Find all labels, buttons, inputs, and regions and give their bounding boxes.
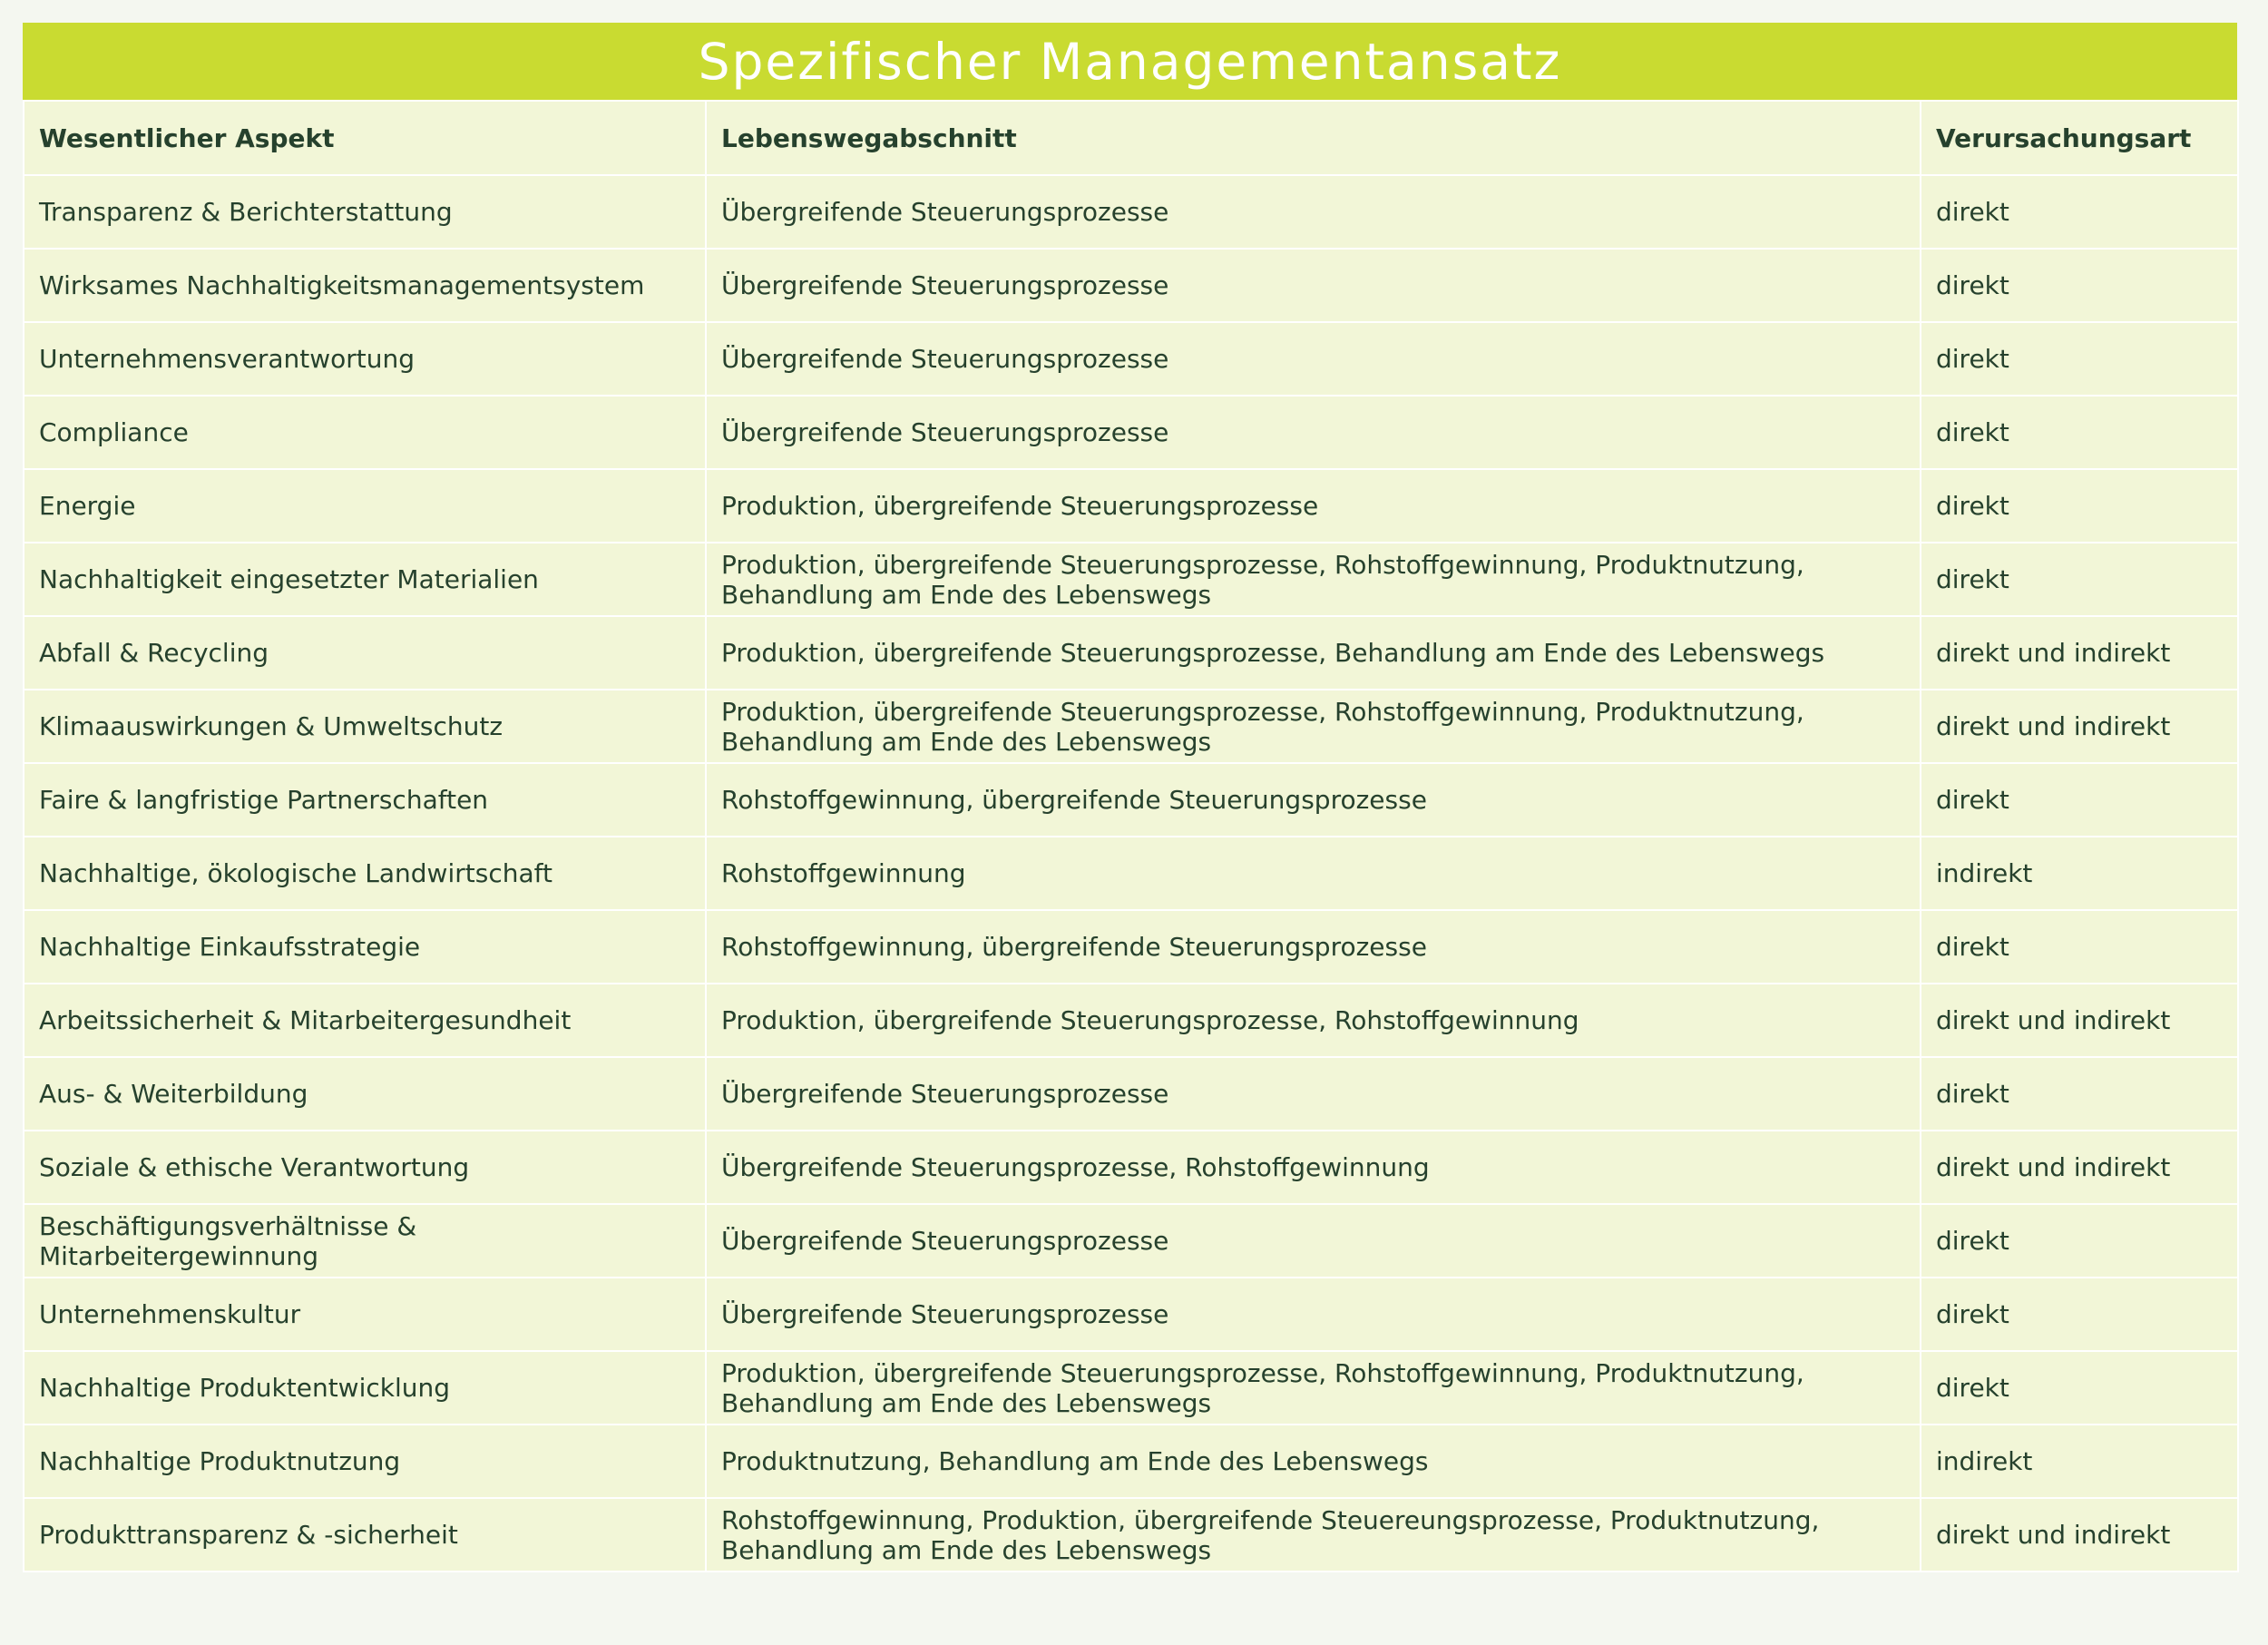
lifecycle-stage-cell: Übergreifende Steuerungsprozesse [706,1278,1921,1351]
cause-type-cell: direkt [1921,1351,2238,1425]
lifecycle-stage-cell: Übergreifende Steuerungsprozesse [706,1204,1921,1278]
table-row [24,249,2238,322]
table-title: Spezifischer Managementansatz [698,32,1562,91]
table-row [24,1351,2238,1425]
lifecycle-stage-cell: Produktnutzung, Behandlung am Ende des Lebenswegs [706,1425,1921,1498]
cause-type-cell: direkt [1921,396,2238,469]
cause-type-cell: direkt [1921,1057,2238,1131]
table-row [24,469,2238,543]
aspect-cell: Arbeitssicherheit & Mitarbeitergesundheit [24,984,706,1057]
aspect-cell: Produkttransparenz & -sicherheit [24,1498,706,1572]
cause-type-cell: direkt und indirekt [1921,616,2238,690]
aspect-cell: Wirksames Nachhaltigkeitsmanagementsystem [24,249,706,322]
aspect-cell: Energie [24,469,706,543]
table-row [24,984,2238,1057]
cause-type-cell: direkt [1921,1204,2238,1278]
header-row [24,101,2238,175]
lifecycle-stage-cell: Rohstoffgewinnung, übergreifende Steuerungsprozesse [706,910,1921,984]
lifecycle-stage-cell: Produktion, übergreifende Steuerungsprozesse, Rohstoffgewinnung [706,984,1921,1057]
lifecycle-stage-cell: Übergreifende Steuerungsprozesse [706,1057,1921,1131]
title-bar [23,23,2237,100]
table-row [24,690,2238,763]
aspect-cell: Unternehmenskultur [24,1278,706,1351]
table-row [24,910,2238,984]
aspect-cell: Beschäftigungsverhältnisse & Mitarbeitergewinnung [24,1204,706,1278]
cause-type-cell: direkt [1921,910,2238,984]
aspect-cell: Abfall & Recycling [24,616,706,690]
cause-type-cell: indirekt [1921,837,2238,910]
table-row [24,1498,2238,1572]
lifecycle-stage-cell: Übergreifende Steuerungsprozesse, Rohstoffgewinnung [706,1131,1921,1204]
cause-type-cell: direkt und indirekt [1921,1498,2238,1572]
lifecycle-stage-cell: Übergreifende Steuerungsprozesse [706,249,1921,322]
cause-type-cell: direkt und indirekt [1921,1131,2238,1204]
table-row [24,1425,2238,1498]
aspect-cell: Compliance [24,396,706,469]
cause-type-cell: direkt [1921,1278,2238,1351]
lifecycle-stage-cell: Produktion, übergreifende Steuerungsprozesse [706,469,1921,543]
lifecycle-stage-cell: Rohstoffgewinnung, übergreifende Steuerungsprozesse [706,763,1921,837]
lifecycle-stage-cell: Übergreifende Steuerungsprozesse [706,175,1921,249]
cause-type-cell: direkt [1921,543,2238,616]
lifecycle-stage-cell: Produktion, übergreifende Steuerungsprozesse, Rohstoffgewinnung, Produktnutzung, Behandlung am Ende des Lebenswegs [706,543,1921,616]
cause-type-cell: direkt und indirekt [1921,690,2238,763]
cause-type-cell: direkt [1921,763,2238,837]
table-row [24,175,2238,249]
lifecycle-stage-cell: Rohstoffgewinnung, Produktion, übergreifende Steuereungsprozesse, Produktnutzung, Behandlung am Ende des Lebenswegs [706,1498,1921,1572]
table-row [24,1204,2238,1278]
aspect-cell: Nachhaltige Produktentwicklung [24,1351,706,1425]
header-aspect: Wesentlicher Aspekt [24,101,706,175]
header-cause-type: Verursachungsart [1921,101,2238,175]
aspect-cell: Faire & langfristige Partnerschaften [24,763,706,837]
table-row [24,837,2238,910]
table-row [24,543,2238,616]
cause-type-cell: direkt [1921,322,2238,396]
table-row [24,616,2238,690]
aspect-cell: Nachhaltigkeit eingesetzter Materialien [24,543,706,616]
header-lifecycle-stage: Lebenswegabschnitt [706,101,1921,175]
management-approach-table [23,100,2239,1572]
lifecycle-stage-cell: Produktion, übergreifende Steuerungsprozesse, Rohstoffgewinnung, Produktnutzung, Behandlung am Ende des Lebenswegs [706,1351,1921,1425]
table-row [24,1278,2238,1351]
aspect-cell: Nachhaltige, ökologische Landwirtschaft [24,837,706,910]
cause-type-cell: direkt [1921,469,2238,543]
lifecycle-stage-cell: Produktion, übergreifende Steuerungsprozesse, Behandlung am Ende des Lebenswegs [706,616,1921,690]
cause-type-cell: direkt [1921,175,2238,249]
aspect-cell: Klimaauswirkungen & Umweltschutz [24,690,706,763]
lifecycle-stage-cell: Rohstoffgewinnung [706,837,1921,910]
cause-type-cell: direkt [1921,249,2238,322]
cause-type-cell: direkt und indirekt [1921,984,2238,1057]
table-row [24,322,2238,396]
aspect-cell: Nachhaltige Produktnutzung [24,1425,706,1498]
cause-type-cell: indirekt [1921,1425,2238,1498]
table-row [24,763,2238,837]
management-approach-table-container [23,23,2237,1572]
table-row [24,1131,2238,1204]
lifecycle-stage-cell: Produktion, übergreifende Steuerungsprozesse, Rohstoffgewinnung, Produktnutzung, Behandlung am Ende des Lebenswegs [706,690,1921,763]
lifecycle-stage-cell: Übergreifende Steuerungsprozesse [706,322,1921,396]
aspect-cell: Nachhaltige Einkaufsstrategie [24,910,706,984]
table-row [24,1057,2238,1131]
aspect-cell: Unternehmensverantwortung [24,322,706,396]
aspect-cell: Aus- & Weiterbildung [24,1057,706,1131]
aspect-cell: Soziale & ethische Verantwortung [24,1131,706,1204]
table-body [24,175,2238,1572]
table-row [24,396,2238,469]
aspect-cell: Transparenz & Berichterstattung [24,175,706,249]
lifecycle-stage-cell: Übergreifende Steuerungsprozesse [706,396,1921,469]
